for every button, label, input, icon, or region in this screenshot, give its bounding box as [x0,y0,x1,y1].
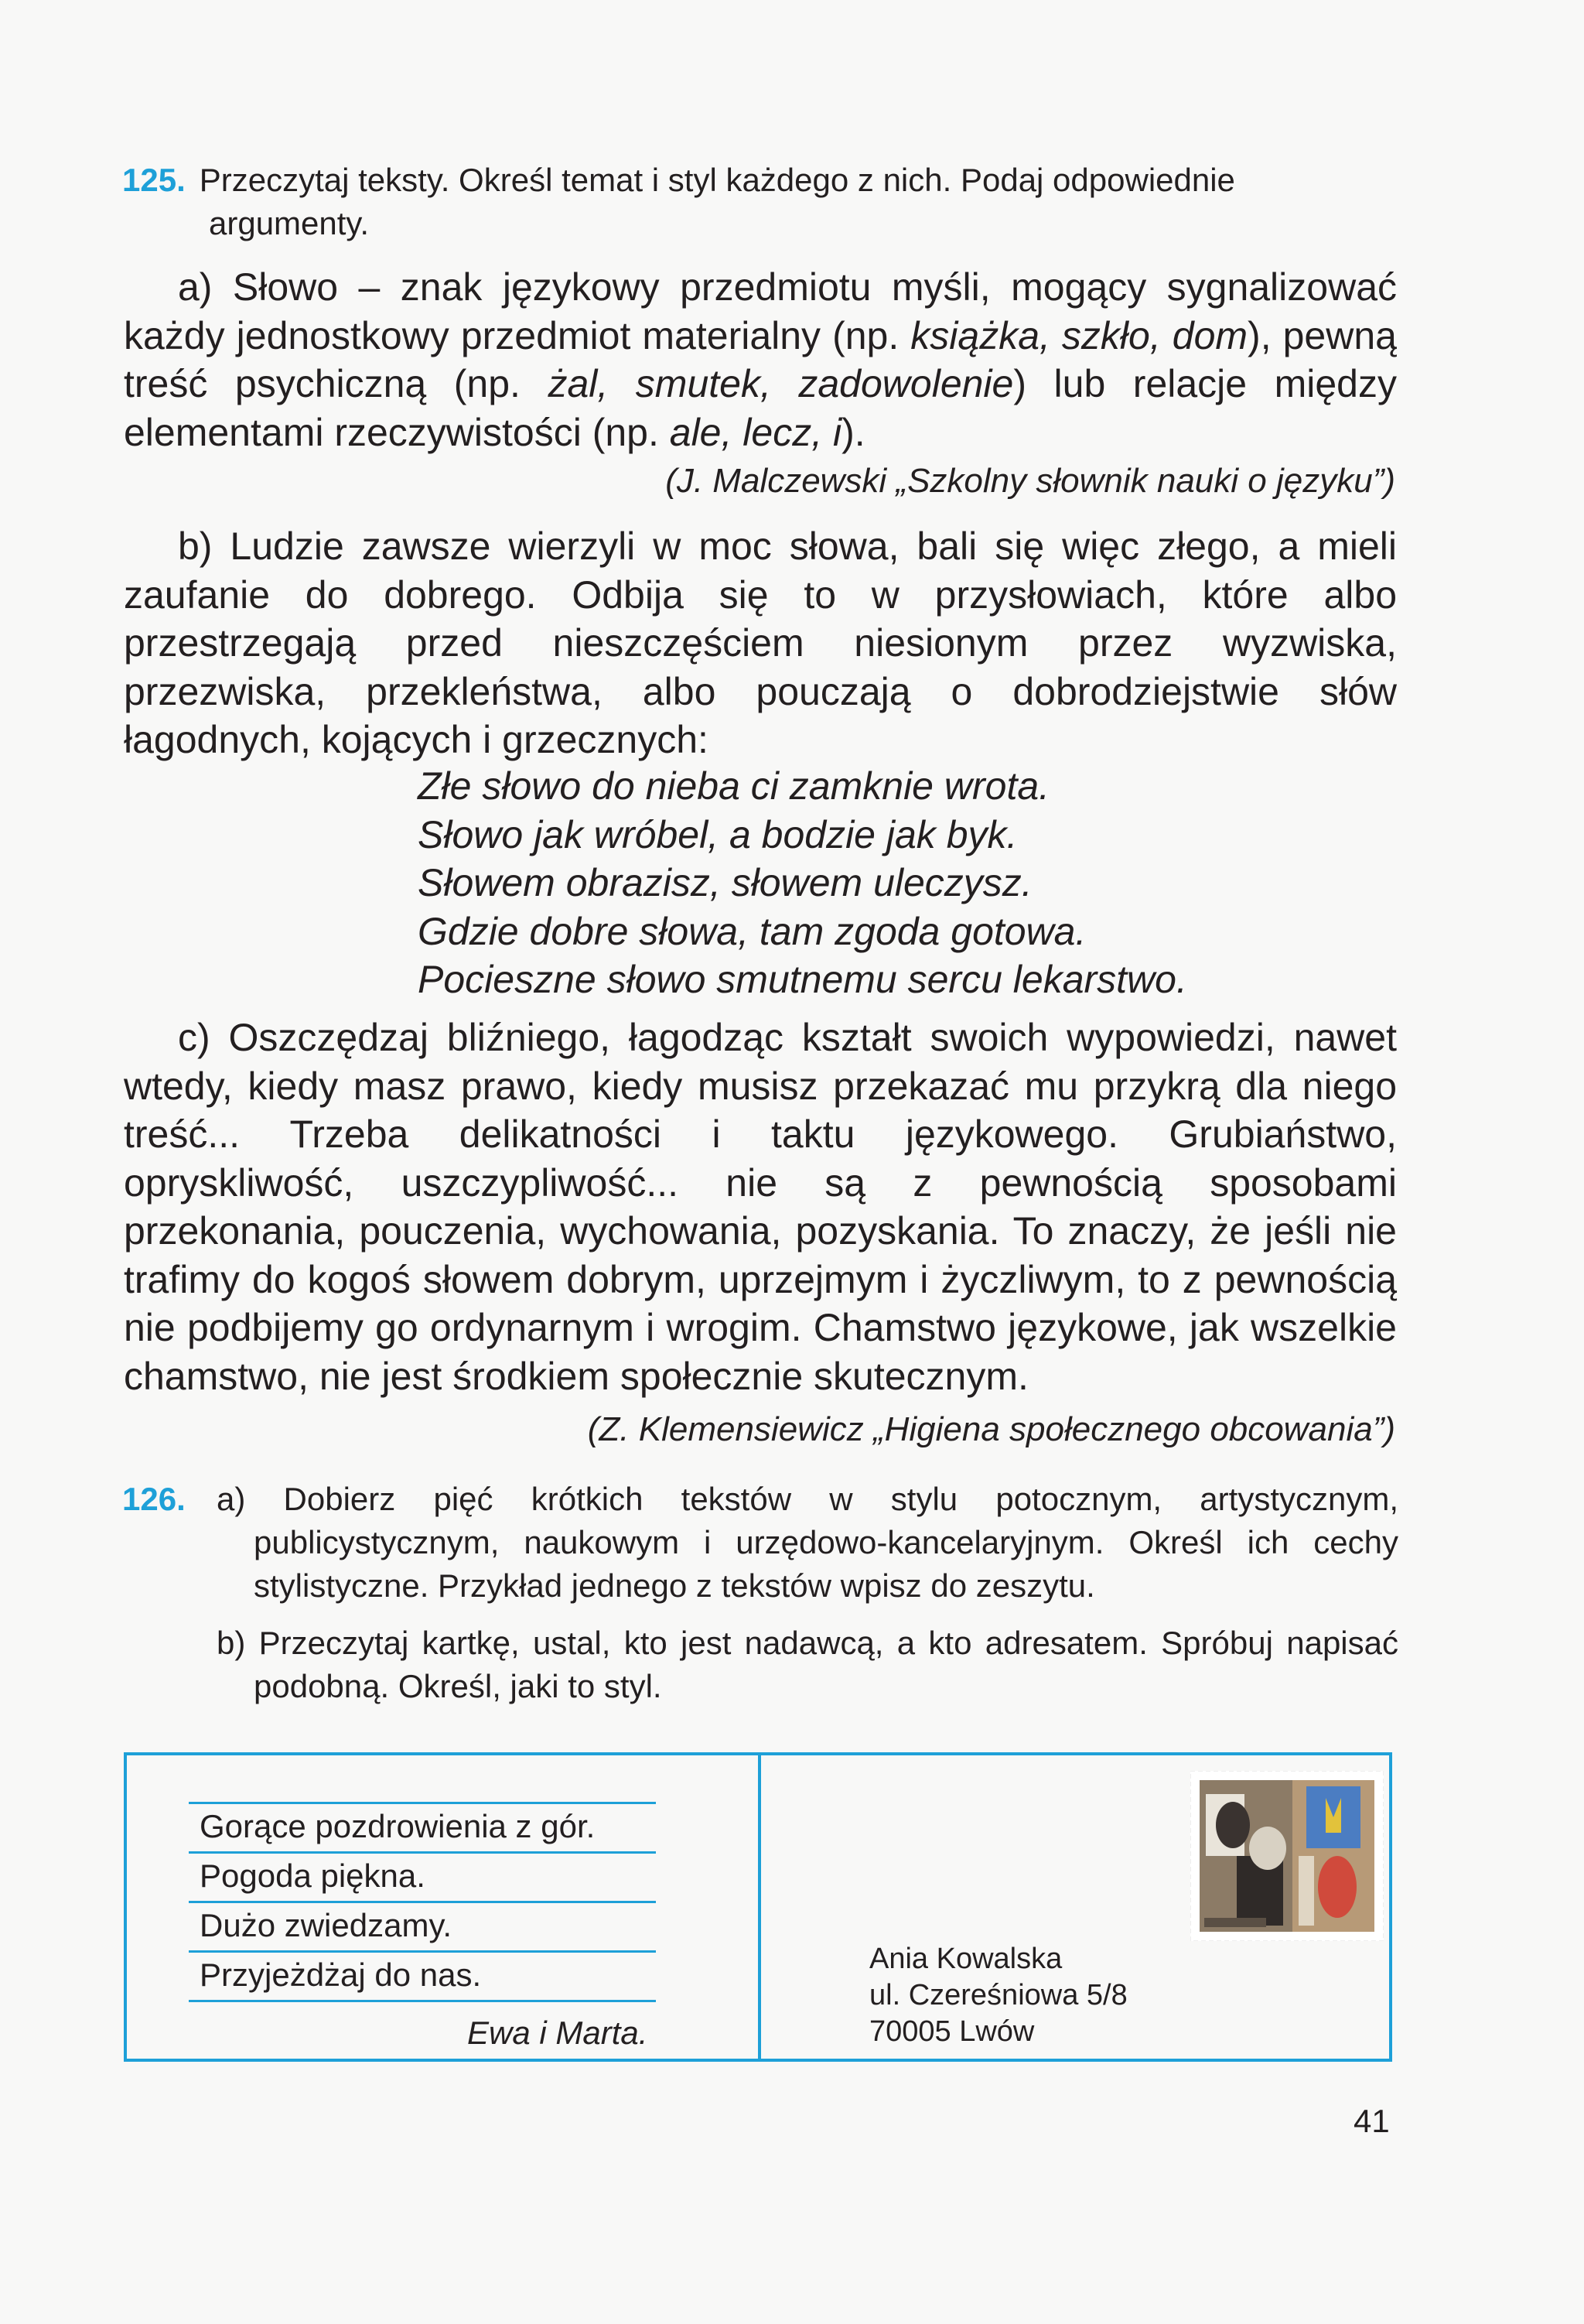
text-a-part: ) lub relacje między elementami rzeczywistości (np. [124,362,1397,454]
exercise-125-instruction [122,159,1398,245]
postcard-line: Dużo zwiedzamy. [200,1907,452,1943]
proverb: Słowo jak wróbel, a bodzie jak byk. [418,812,1018,856]
text-a-part: ). [842,410,865,454]
proverb: Słowem obrazisz, słowem uleczysz. [418,861,1033,904]
proverbs-list [418,762,1187,1004]
source-citation-c: (Z. Klemensiewicz „Higiena społecznego obcowania”) [587,1410,1395,1448]
proverb: Złe słowo do nieba ci zamknie wrota. [418,764,1050,808]
writing-line [189,1851,656,1854]
recipient-city: 70005 Lwów [869,2015,1035,2048]
postage-stamp-image [1190,1771,1384,1941]
proverb: Pocieszne słowo smutnemu sercu lekarstwo. [418,958,1187,1001]
text-a-examples: ale, lecz, i [669,410,842,454]
text-a-examples: żal, smutek, zadowolenie [548,362,1014,405]
postcard-line: Pogoda piękna. [200,1857,425,1894]
proverb: Gdzie dobre słowa, tam zgoda gotowa. [418,909,1087,953]
recipient-address [869,1941,1128,2050]
task-a: a) Dobierz pięć krótkich tekstów w stylu potocznym, artystycznym, publicystycznym, naukowym i urzędowo-kancelaryjnym. Określ ich cechy stylistyczne. Przykład jednego z tekstów wpisz do zeszytu. [217,1481,1398,1604]
text-a-examples: książka, szkło, dom [910,313,1248,357]
postcard [124,1752,1392,2062]
text-c: c) Oszczędzaj bliźniego, łagodząc kształt swoich wypowiedzi, nawet wtedy, kiedy masz prawo, kiedy musisz przekazać mu przykrą dla niego treść... Trzeba delikatności i taktu językowego. Grubiaństwo, opryskliwość, uszczypliwość... nie są z pewnością sposobami przekonania, pouczenia, wychowania, pozyskania. To znaczy, że jeśli nie trafimy do kogoś słowem dobrym, uprzejmym i życzliwym, to z pewnością nie podbijemy go ordynarnym i wrogim. Chamstwo językowe, jak wszelkie chamstwo, nie jest środkiem społecznie skutecznym. [124,1016,1397,1398]
postcard-line: Przyjeżdżaj do nas. [200,1957,482,1993]
exercise-number: 126. [122,1481,186,1517]
writing-line [189,1950,656,1953]
recipient-street: ul. Czereśniowa 5/8 [869,1979,1128,2011]
postcard-divider [758,1755,761,2059]
postcard-line: Gorące pozdrowienia z gór. [200,1808,596,1844]
exercise-126 [122,1478,1398,1708]
text-b: b) Ludzie zawsze wierzyli w moc słowa, bali się więc złego, a mieli zaufanie do dobrego. Odbija się to w przysłowiach, które albo przestrzegają przed nieszczęściem niesionym przez wyzwiska, przezwiska, przekleństwa, albo pouczają o dobrodziejstwie słów łagodnych, kojących i grzecznych: [124,525,1397,761]
instruction-text-cont: argumenty. [209,205,369,241]
text-a-part: a) Słowo – znak językowy przedmiotu myśli, mogący sygnalizować każdy jednostkowy przedmiot materialny (np. [124,265,1397,357]
writing-line [189,2000,656,2002]
source-citation-a: (J. Malczewski „Szkolny słownik nauki o języku”) [665,462,1395,500]
exercise-number: 125. [122,162,186,198]
text-a-part: ), pewną treść psychiczną (np. [124,313,1397,405]
page-number: 41 [1354,2103,1390,2139]
postcard-signature: Ewa i Marta. [467,2015,648,2051]
task-b: b) Przeczytaj kartkę, ustal, kto jest nadawcą, a kto adresatem. Spróbuj napisać podobną. Określ, jaki to styl. [217,1625,1398,1704]
instruction-text: Przeczytaj teksty. Określ temat i styl każdego z nich. Podaj odpowiednie [199,162,1235,198]
writing-line [189,1802,656,1804]
writing-line [189,1901,656,1903]
text-a [124,263,1397,456]
recipient-name: Ania Kowalska [869,1943,1063,1975]
